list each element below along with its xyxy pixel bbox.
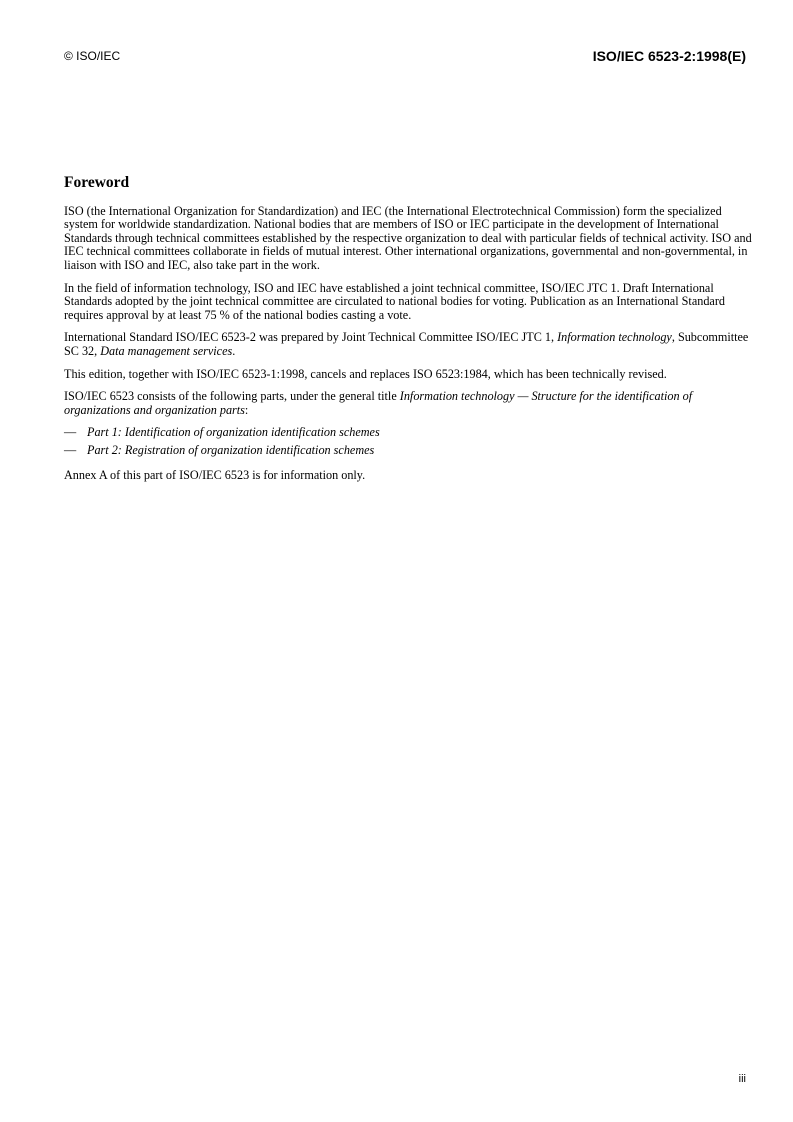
dash-bullet: — bbox=[64, 425, 77, 440]
subcommittee-title: Data management services bbox=[100, 343, 233, 358]
general-title: Information technology — Structure for the identification of organizations and organization parts bbox=[64, 389, 693, 417]
foreword-title: Foreword bbox=[64, 174, 130, 191]
header-copyright: © ISO/IEC bbox=[64, 49, 121, 63]
page-number: iii bbox=[738, 1073, 746, 1085]
paragraph-iso-iec-intro: ISO (the International Organization for Standardization) and IEC (the International Electrotechnical Commission) form the specialized system for worldwide standardization. National bodies that are members of ISO or IEC participate in the development of International Standards through technical committees established by the respective organization to deal with particular fields of technical activity. ISO and IEC technical committees collaborate in fields of mutual interest. Other international organizations, governmental and non-governmental, in liaison with ISO and IEC, also take part in the work. bbox=[64, 203, 752, 272]
paragraph-edition: This edition, together with ISO/IEC 6523-1:1998, cancels and replaces ISO 6523:1984, which has been technically revised. bbox=[64, 366, 667, 381]
prepared-by-text: International Standard ISO/IEC 6523-2 was prepared by Joint Technical Committee ISO/IEC JTC 1, bbox=[64, 330, 558, 345]
parts-intro-text: ISO/IEC 6523 consists of the following parts, under the general title bbox=[64, 389, 400, 404]
paragraph-prepared-by bbox=[64, 331, 754, 358]
paragraph-joint-committee: In the field of information technology, ISO and IEC have established a joint technical committee, ISO/IEC JTC 1. Draft International Standards adopted by the joint technical committee are circulated to national bodies for voting. Publication as an International Standard requires approval by at least 75 % of the national bodies casting a vote. bbox=[64, 280, 725, 322]
foreword-section bbox=[64, 176, 754, 491]
part-2-title: Part 2: Registration of organization identification schemes bbox=[87, 442, 375, 457]
prepared-by-end: . bbox=[232, 343, 236, 358]
list-item-part-2 bbox=[64, 444, 754, 458]
paragraph-annex: Annex A of this part of ISO/IEC 6523 is for information only. bbox=[64, 467, 366, 482]
part-1-title: Part 1: Identification of organization identification schemes bbox=[87, 425, 380, 440]
dash-bullet: — bbox=[64, 442, 77, 457]
paragraph-parts-intro bbox=[64, 390, 754, 417]
header-document-id: ISO/IEC 6523-2:1998(E) bbox=[592, 48, 746, 64]
parts-intro-colon: : bbox=[244, 402, 249, 417]
prepared-by-subcommittee: , Subcommittee SC 32, bbox=[64, 330, 749, 358]
committee-title: Information technology bbox=[557, 330, 672, 345]
list-item-part-1 bbox=[64, 426, 754, 440]
